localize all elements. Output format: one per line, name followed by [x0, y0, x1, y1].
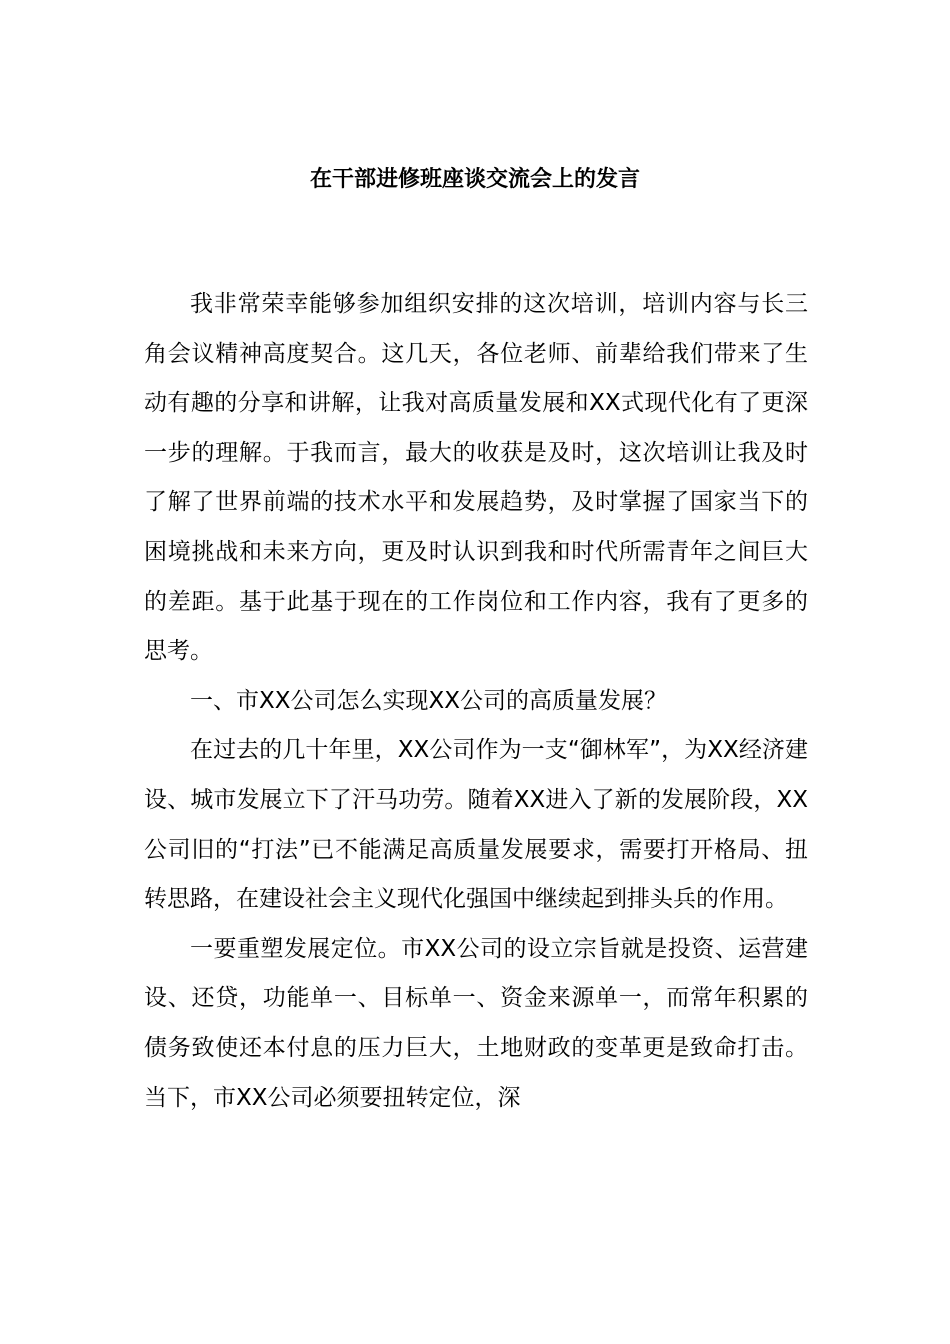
paragraph-intro: 我非常荣幸能够参加组织安排的这次培训，培训内容与长三角会议精神高度契合。这几天，各位老师、前辈给我们带来了生动有趣的分享和讲解，让我对高质量发展和XX式现代化有了更深一步的理解。于我而言，最大的收获是及时，这次培训让我及时了解了世界前端的技术水平和发展趋势，及时掌握了国家当下的困境挑战和未来方向，更及时认识到我和时代所需青年之间巨大的差距。基于此基于现在的工作岗位和工作内容，我有了更多的思考。: [144, 291, 808, 665]
page-title: 在干部进修班座谈交流会上的发言: [309, 167, 640, 192]
paragraph-background: 在过去的几十年里，XX公司作为一支“御林军”，为XX经济建设、城市发展立下了汗马功劳。随着XX进入了新的发展阶段，XX公司旧的“打法”已不能满足高质量发展要求，需要打开格局、扭转思路，在建设社会主义现代化强国中继续起到排头兵的作用。: [144, 737, 808, 913]
document-body: [144, 280, 808, 1123]
paragraph-reposition: 一要重塑发展定位。市XX公司的设立宗旨就是投资、运营建设、还贷，功能单一、目标单一、资金来源单一，而常年积累的债务致使还本付息的压力巨大，土地财政的变革更是致命打击。当下，市XX公司必须要扭转定位，深: [144, 935, 808, 1111]
section-heading-1: 一、市XX公司怎么实现XX公司的高质量发展？: [190, 687, 668, 714]
